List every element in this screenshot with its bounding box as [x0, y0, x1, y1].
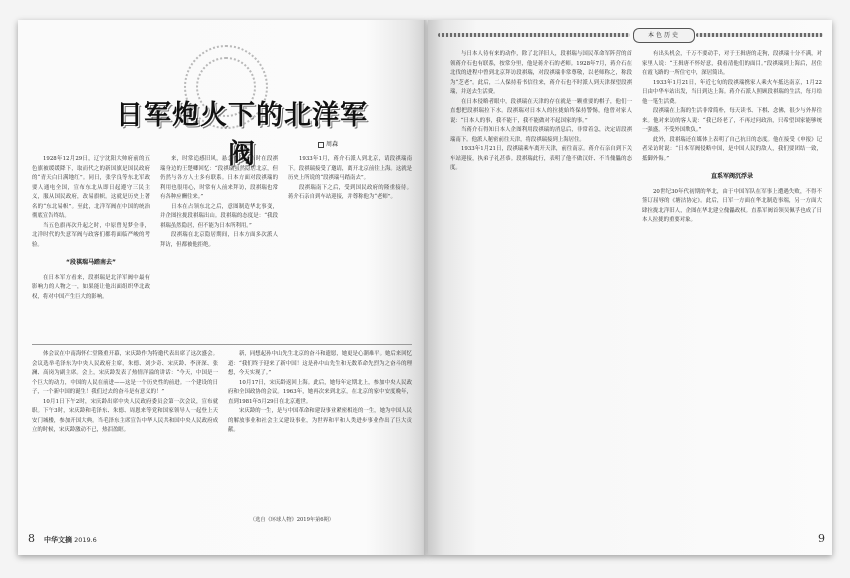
text-column-right-bottom — [228, 350, 412, 510]
paragraph: 此外，段祺瑞还在媒体上表明了自己抗日的态度。他在接受《申报》记者采访时说：“日本军阀侵略中国，是中国人民的敌人，我们要团结一致，抵御外侮。” — [642, 136, 822, 162]
article-source: （选自《环球人物》2019年第6期） — [250, 517, 334, 523]
column-label: 本色历史 — [633, 28, 695, 43]
text-column-mid-top — [160, 155, 278, 339]
text-column-right-page-1 — [450, 50, 632, 524]
paragraph: 1928年12月29日，辽宁沈阳大帅府前的五色旗被缓缓降下，取而代之的新国旗是国民政府的“青天白日满地红”。同日，张学良等东北军政要人通电全国，宣布东北从即日起遵守三民主义，服从国民政府，改易旗帜。这就是历史上著名的“东北易帜”。至此，北洋军阀在中国的统治彻底宣告终结。 — [32, 156, 150, 219]
paragraph: 1933年1月21日，段祺瑞乘车离开天津，前往南京。蒋介石亲自到下关车站迎接，执弟子礼甚恭。段祺瑞此行，表明了他不做汉奸、不当傀儡的态度。 — [450, 146, 632, 171]
running-header — [438, 28, 823, 42]
text-column-left-top — [32, 155, 150, 339]
text-column-left-bottom — [32, 350, 218, 528]
text-column-right-page-2 — [642, 50, 822, 524]
text-column-right-top — [288, 155, 412, 339]
paragraph: 与日本人待有来的动作，除了北洋旧人，段祺瑞与国民革命军阵营的首领蒋介石也有联系，按常分里，他是蒋介石的老师。1928年7月，蒋介石在北伐的进程中曾到北京拜访段祺瑞，对段祺瑞非常尊敬，以老师称之，称段为“芝老”。此后，二人保持着书信往来，蒋介石也不时派人到天津探望段祺瑞，并送去生活费。 — [450, 51, 632, 95]
paragraph: 20世纪30年代初期的华北，由于中国军队在军事上遭遇失败，不得不签订屈辱的《塘沽协定》。此后，日军一方面在华北制造事端，另一方面大肆拉拢北洋旧人，企图在华北建立傀儡政权。直系军阀首领吴佩孚也成了日本人拉拢的重要对象。 — [642, 188, 822, 223]
author-name: 周森 — [326, 141, 339, 148]
left-page — [18, 20, 428, 555]
section-heading: “段祺瑞马踏南去” — [66, 259, 116, 266]
paragraph: 段祺瑞在北京隐居期间，日本方面多次派人拜访，但都被他拒绝。 — [160, 232, 278, 248]
paragraph: 10月17日，宋庆龄返回上海。此后，她每年定期北上，参加中央人民政府和全国政协的会议。1963年，她再次来到北京，在北京的家中安度晚年，直到1981年5月29日在北京逝世。 — [228, 379, 412, 405]
section-divider — [32, 344, 412, 345]
paragraph: 1933年1月21日，年近七旬的段祺瑞携家人乘火车抵达南京，1月22日由中华车站出发，当日到达上海。蒋介石派人照顾段祺瑞的生活，每月给他一笔生活费。 — [642, 79, 822, 105]
paragraph: 当蒋介石得知日本人企图利用段祺瑞的消息后，非常着急，决定请段祺瑞南下。他派人秘密前往天津，将段祺瑞接到上海居住。 — [450, 127, 632, 143]
paragraph: 宋庆龄的一生，是与中国革命和建设事业紧密相连的一生，她为中国人民的解放事业和社会主义建设事业，为世界和平和人类进步事业作出了巨大贡献。 — [228, 408, 412, 433]
right-page — [428, 20, 832, 555]
section-heading: 直系军阀沉浮录 — [710, 173, 753, 180]
paragraph: 10月1日下午2时，宋庆龄出席中央人民政府委员会第一次会议，宣布就职。下午3时，宋庆龄和毛泽东、朱德、周恩来等党和国家领导人一起登上天安门城楼，参加开国大典。当毛泽东主席宣告中华人民共和国中央人民政府成立的时候，宋庆龄激动不已，热泪盈眶。 — [32, 398, 218, 433]
page-number-right: 9 — [818, 532, 825, 545]
paragraph: 段祺瑞南下之后，受到国民政府的隆重接待。蒋介石亲自到车站迎接，并尊称他为“老师”。 — [288, 184, 412, 200]
paragraph: 段祺瑞在上海的生活非常简朴，每天读书、下棋、念佛，很少与外界往来。他对来访的客人说：“我已经老了，不再过问政治，只希望国家能够统一强盛，不受外国欺负。” — [642, 108, 822, 133]
magazine-name: 中华文摘 — [44, 536, 72, 544]
article-author — [318, 139, 338, 148]
paragraph: 当五色旗再次升起之时，中原曾见梦全非，北洋时代的失意军阀与政客们都将面临严峻的考验。 — [32, 222, 150, 248]
rope-ornament — [696, 33, 823, 37]
page-number-left: 8 — [28, 532, 35, 545]
paragraph: 新，同想起孙中山先生北京的奋斗和遗愿，她更是心潮难平。她后来回忆道：“我们终于迎来了新中国！这是孙中山先生和无数革命先烈为之奋斗的理想，今天实现了。” — [228, 351, 412, 376]
square-bullet-icon — [318, 142, 324, 148]
paragraph: 来，时常追感旧风，悬念往昔。当时在段祺瑞身边的王楚卿回忆：“段祺瑞虽然隐居北京，但仍然与各方人士多有联系。日本方面对段祺瑞的利用也很用心，时常有人前来拜访，段祺瑞也常有各种应酬往来。” — [160, 156, 278, 200]
paragraph: 在日本军方看来，段祺瑞是北洋军阀中最有影响力的人物之一，如果能让他出面组织华北政权，将对中国产生巨大的影响。 — [32, 274, 150, 300]
magazine-footer — [44, 535, 97, 545]
paragraph: 体会议在中南海怀仁堂隆重开幕，宋庆龄作为特邀代表出席了这次盛会。会议选举毛泽东为中央人民政府主席，朱德、刘少奇、宋庆龄、李济深、张澜、高岗为副主席。会上，宋庆龄发表了热情洋溢的讲话：“今天，中国是一个巨大的动力，中国的人民在前进——这是一个历史性的前进。一个建设的日子，一个新中国的诞生！我们过去的奋斗是有意义的！” — [32, 351, 218, 395]
article-title: 日军炮火下的北洋军阀 — [116, 100, 368, 170]
paragraph: 在日本侵略者眼中，段祺瑞在天津的存在就是一颗重要的棋子，他们一直想把段祺瑞拉下水。段祺瑞对日本人的拉拢始终保持警惕，他曾对家人说：“日本人的事，我不能干，我不能做对不起国家的事。” — [450, 98, 632, 124]
paragraph: 1933年1月，蒋介石派人到北京，请段祺瑞南下。段祺瑞接受了邀请，离开北京前往上海。这就是历史上所说的“段祺瑞马踏南去”。 — [288, 156, 412, 181]
rope-ornament — [438, 33, 630, 37]
paragraph: 有出头机会，千万不要动手，对于王揖唐的走狗，段祺瑞十分不满，对家里人说：“王揖唐不怀好意，我看清他们的面目。”段祺瑞到上海后，居住在霞飞路的一所住宅中，深居简出。 — [642, 51, 822, 76]
paragraph: 日本在占领东北之后，意图制造华北事变，并企图拉拢段祺瑞出山。段祺瑞的态度是：“我段祺瑞虽然隐居，但不能为日本所利用。” — [160, 203, 278, 229]
issue-number: 2019.6 — [74, 536, 97, 544]
